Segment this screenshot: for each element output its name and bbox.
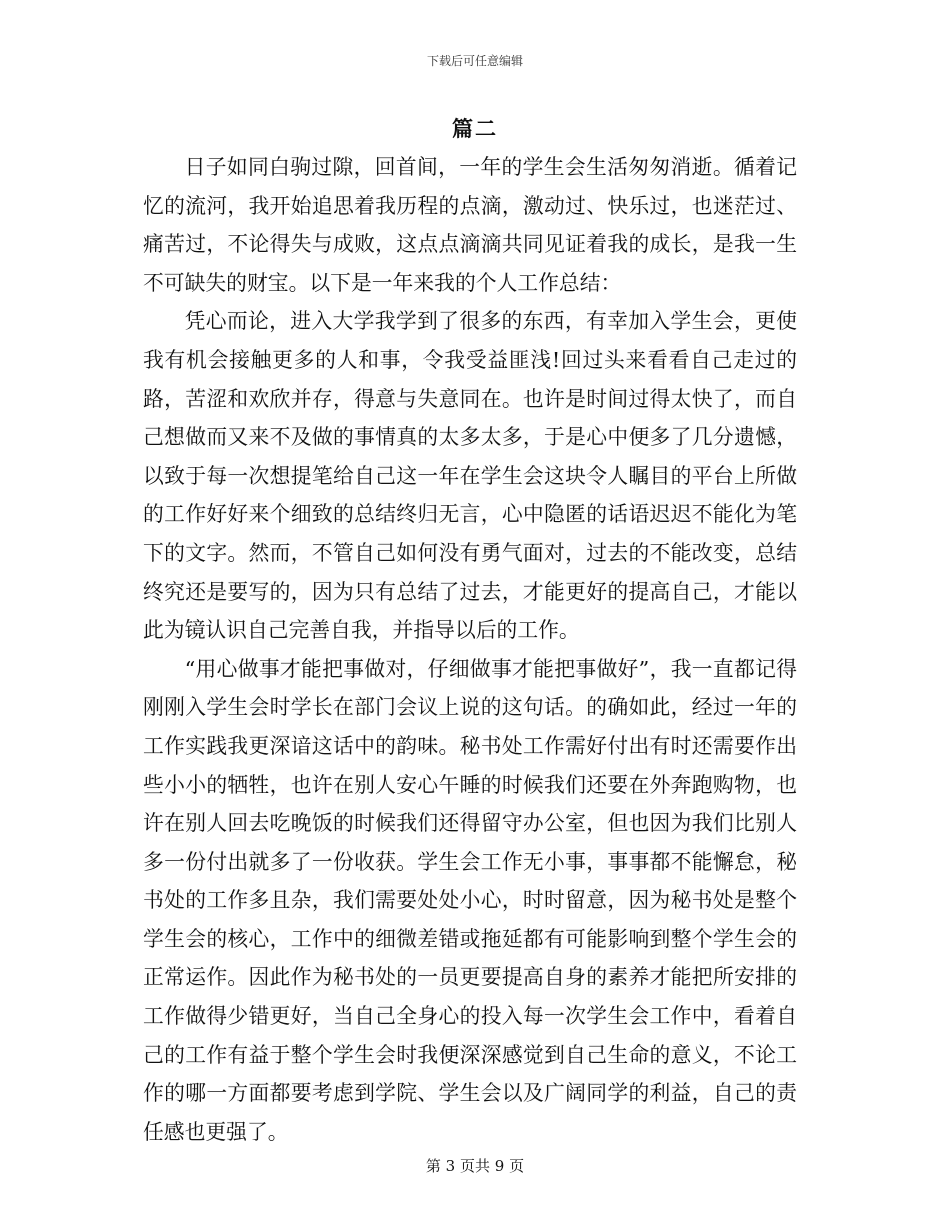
document-body (143, 148, 797, 1151)
page-number-footer: 第 3 页共 9 页 (425, 1157, 525, 1175)
paragraph-2: 凭心而论，进入大学我学到了很多的东西，有幸加入学生会，更使我有机会接触更多的人和事，令我受益匪浅!回过头来看看自己走过的路，苦涩和欢欣并存，得意与失意同在。也许是时间过得太快了，而自己想做而又来不及做的事情真的太多太多，于是心中便多了几分遗憾，以致于每一次想提笔给自己这一年在学生会这块令人瞩目的平台上所做的工作好好来个细致的总结终归无言，心中隐匿的话语迟迟不能化为笔下的文字。然而，不管自己如何没有勇气面对，过去的不能改变，总结终究还是要写的，因为只有总结了过去，才能更好的提高自己，才能以此为镜认识自己完善自我，并指导以后的工作。 (143, 309, 797, 643)
section-title: 篇二 (452, 116, 498, 141)
paragraph-1: 日子如同白驹过隙，回首间，一年的学生会生活匆匆消逝。循着记忆的流河，我开始追思着我历程的点滴，激动过、快乐过，也迷茫过、痛苦过，不论得失与成败，这点点滴滴共同见证着我的成长，是我一生不可缺失的财宝。以下是一年来我的个人工作总结： (143, 155, 797, 295)
paragraph-3: “用心做事才能把事做对，仔细做事才能把事做好”，我一直都记得刚刚入学生会时学长在部门会议上说的这句话。的确如此，经过一年的工作实践我更深谙这话中的韵味。秘书处工作需好付出有时还需要作出些小小的牺牲，也许在别人安心午睡的时候我们还要在外奔跑购物，也许在别人回去吃晚饭的时候我们还得留守办公室，但也因为我们比别人多一份付出就多了一份收获。学生会工作无小事，事事都不能懈怠，秘书处的工作多且杂，我们需要处处小心，时时留意，因为秘书处是整个学生会的核心，工作中的细微差错或拖延都有可能影响到整个学生会的正常运作。因此作为秘书处的一员更要提高自身的素养才能把所安排的工作做得少错更好，当自己全身心的投入每一次学生会工作中，看着自己的工作有益于整个学生会时我便深深感觉到自己生命的意义，不论工作的哪一方面都要考虑到学院、学生会以及广阔同学的利益，自己的责任感也更强了。 (143, 656, 797, 1144)
page-header-note: 下载后可任意编辑 (426, 54, 523, 68)
